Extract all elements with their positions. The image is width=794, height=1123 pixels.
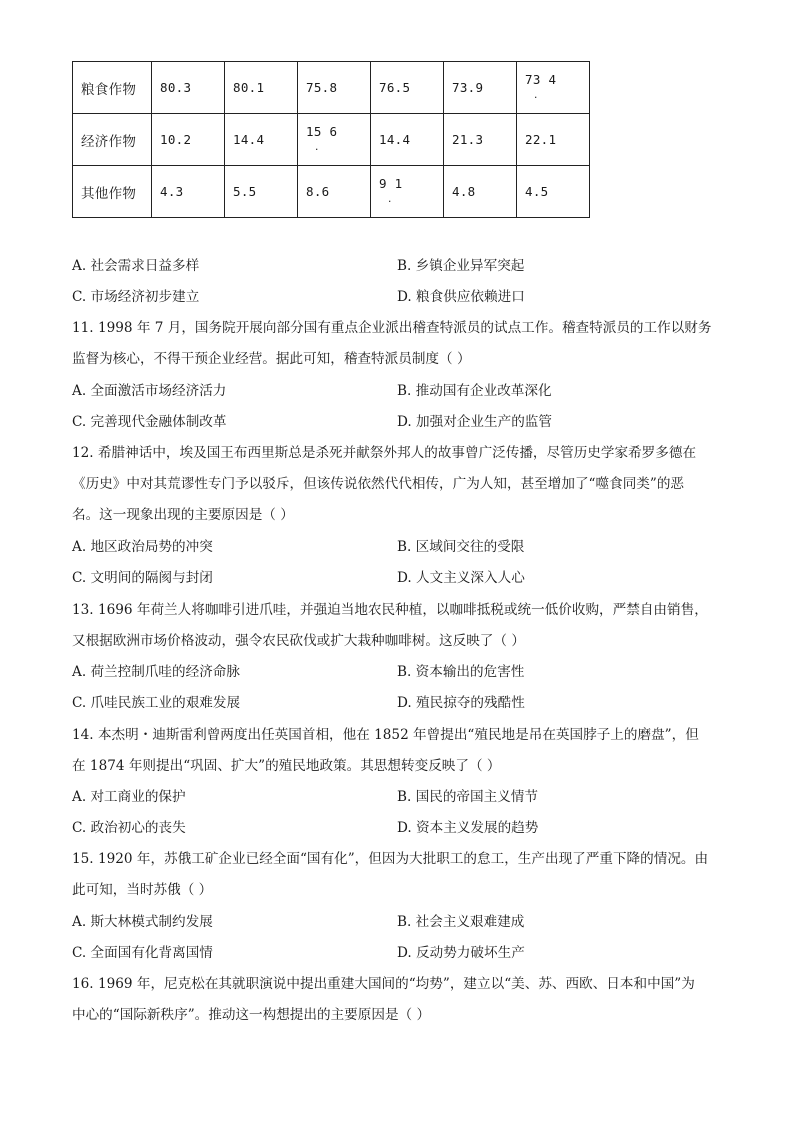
- row-label: 粮食作物: [73, 62, 152, 114]
- q14-option-b[interactable]: B. 国民的帝国主义情节: [397, 789, 538, 805]
- q14-options-row1: [72, 782, 732, 813]
- q15-line: 此可知，当时苏俄（ ）: [72, 882, 213, 898]
- q15-line: 15. 1920 年，苏俄工矿企业已经全面“国有化”，但因为大批职工的怠工，生产出现了严重下降的情况。由: [72, 851, 709, 867]
- q12-options-row1: [72, 532, 732, 563]
- q11-line: 11. 1998 年 7 月，国务院开展向部分国有重点企业派出稽查特派员的试点工作。稽查特派员的工作以财务: [72, 320, 712, 336]
- q13-options-row2: [72, 688, 732, 719]
- q14-option-c[interactable]: C. 政治初心的丧失: [72, 820, 186, 836]
- q11-option-a[interactable]: A. 全面激活市场经济活力: [72, 383, 227, 399]
- q15-option-c[interactable]: C. 全面国有化背离国情: [72, 945, 213, 961]
- table-cell: [371, 166, 444, 218]
- q11-line: 监督为核心，不得干预企业经营。据此可知，稽查特派员制度（ ）: [72, 351, 471, 367]
- table-cell: 5.5: [225, 166, 298, 218]
- table-cell: 22.1: [517, 114, 590, 166]
- q14-line: 14. 本杰明・迪斯雷利曾两度出任英国首相，他在 1852 年曾提出“殖民地是吊在英国脖子上的磨盘”，但: [72, 727, 699, 743]
- q14-stem: [72, 720, 722, 782]
- q12-option-d[interactable]: D. 人文主义深入人心: [397, 570, 525, 586]
- q14-option-a[interactable]: A. 对工商业的保护: [72, 789, 186, 805]
- q11-option-c[interactable]: C. 完善现代金融体制改革: [72, 414, 227, 430]
- q16-line: 中心的“国际新秩序”。推动这一构想提出的主要原因是（ ）: [72, 1007, 431, 1023]
- q13-option-d[interactable]: D. 殖民掠夺的残酷性: [397, 695, 525, 711]
- table-cell: 14.4: [225, 114, 298, 166]
- cell-dot: .: [533, 91, 539, 101]
- table-cell: 10.2: [152, 114, 225, 166]
- q15-option-d[interactable]: D. 反动势力破坏生产: [397, 945, 525, 961]
- q13-options-row1: [72, 657, 732, 688]
- q13-option-b[interactable]: B. 资本输出的危害性: [397, 664, 525, 680]
- q10-option-d[interactable]: D. 粮食供应依赖进口: [397, 289, 525, 305]
- table-row: [73, 166, 590, 218]
- q12-line: 名。这一现象出现的主要原因是（ ）: [72, 507, 294, 523]
- q12-line: 12. 希腊神话中，埃及国王布西里斯总是杀死并献祭外邦人的故事曾广泛传播，尽管历史学家希罗多德在: [72, 445, 697, 461]
- q14-option-d[interactable]: D. 资本主义发展的趋势: [397, 820, 539, 836]
- cell-value: 9 1: [379, 176, 403, 191]
- q13-line: 13. 1696 年荷兰人将咖啡引进爪哇，并强迫当地农民种植，以咖啡抵税或统一低价收购，严禁自由销售，: [72, 602, 708, 618]
- q11-option-b[interactable]: B. 推动国有企业改革深化: [397, 383, 552, 399]
- table-cell: 80.1: [225, 62, 298, 114]
- q10-options-row2: [72, 282, 732, 313]
- q13-line: 又根据欧洲市场价格波动，强令农民砍伐或扩大栽种咖啡树。这反映了（ ）: [72, 633, 525, 649]
- table-cell: 76.5: [371, 62, 444, 114]
- cell-value: 73 4: [525, 72, 557, 87]
- table-cell: [517, 62, 590, 114]
- q13-option-a[interactable]: A. 荷兰控制爪哇的经济命脉: [72, 664, 240, 680]
- q12-line: 《历史》中对其荒谬性专门予以驳斥，但该传说依然代代相传，广为人知，甚至增加了“噬食同类”的恶: [72, 476, 685, 492]
- q11-option-d[interactable]: D. 加强对企业生产的监管: [397, 414, 552, 430]
- q10-options-row1: [72, 251, 732, 282]
- q10-option-b[interactable]: B. 乡镇企业异军突起: [397, 258, 525, 274]
- q12-option-b[interactable]: B. 区域间交往的受限: [397, 539, 525, 555]
- table-cell: 80.3: [152, 62, 225, 114]
- table-cell: 4.3: [152, 166, 225, 218]
- q16-stem: [72, 969, 722, 1031]
- table-cell: 4.5: [517, 166, 590, 218]
- table-cell: 75.8: [298, 62, 371, 114]
- q11-options-row2: [72, 407, 732, 438]
- q12-option-c[interactable]: C. 文明间的隔阂与封闭: [72, 570, 213, 586]
- table-cell: 8.6: [298, 166, 371, 218]
- q14-options-row2: [72, 813, 732, 844]
- q12-options-row2: [72, 563, 732, 594]
- q10-option-a[interactable]: A. 社会需求日益多样: [72, 258, 200, 274]
- q15-stem: [72, 844, 722, 906]
- row-label: 经济作物: [73, 114, 152, 166]
- cell-value: 15 6: [306, 124, 338, 139]
- cell-dot: .: [314, 143, 320, 153]
- table-row: [73, 62, 590, 114]
- table-row: [73, 114, 590, 166]
- q12-option-a[interactable]: A. 地区政治局势的冲突: [72, 539, 213, 555]
- table-cell: 73.9: [444, 62, 517, 114]
- q12-stem: [72, 438, 722, 531]
- q15-options-row2: [72, 938, 732, 969]
- crop-structure-table: [72, 61, 590, 218]
- table-cell: 4.8: [444, 166, 517, 218]
- q15-option-a[interactable]: A. 斯大林模式制约发展: [72, 914, 213, 930]
- table-cell: [298, 114, 371, 166]
- q13-stem: [72, 595, 722, 657]
- table-cell: 21.3: [444, 114, 517, 166]
- q16-line: 16. 1969 年，尼克松在其就职演说中提出重建大国间的“均势”，建立以“美、苏、西欧、日本和中国”为: [72, 976, 695, 992]
- q13-option-c[interactable]: C. 爪哇民族工业的艰难发展: [72, 695, 241, 711]
- row-label: 其他作物: [73, 166, 152, 218]
- q11-options-row1: [72, 376, 732, 407]
- q15-option-b[interactable]: B. 社会主义艰难建成: [397, 914, 525, 930]
- cell-dot: .: [387, 195, 393, 205]
- q15-options-row1: [72, 907, 732, 938]
- table-cell: 14.4: [371, 114, 444, 166]
- q10-option-c[interactable]: C. 市场经济初步建立: [72, 289, 200, 305]
- q11-stem: [72, 313, 722, 375]
- q14-line: 在 1874 年则提出“巩固、扩大”的殖民地政策。其思想转变反映了（ ）: [72, 758, 501, 774]
